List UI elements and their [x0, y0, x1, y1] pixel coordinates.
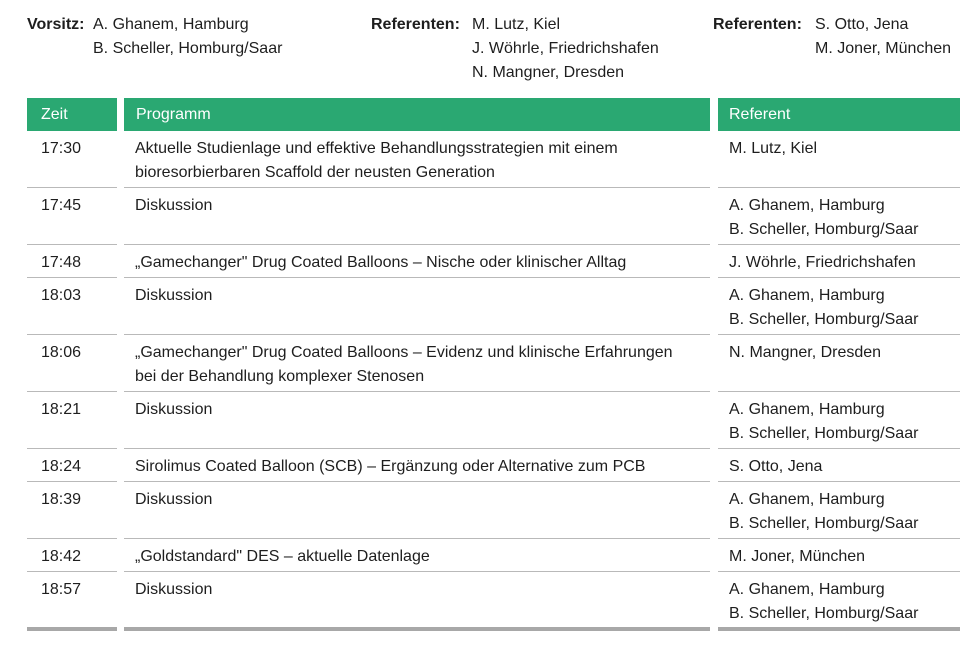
- referent-line: A. Ghanem, Hamburg: [729, 197, 885, 214]
- programm-line: Diskussion: [135, 287, 213, 304]
- referent-cell: [729, 578, 959, 626]
- referent-line: J. Wöhrle, Friedrichshafen: [729, 254, 916, 271]
- referent-name: M. Joner, München: [815, 40, 952, 57]
- programm-cell: [135, 251, 705, 275]
- table-row: [0, 482, 979, 539]
- table-row: [0, 392, 979, 449]
- referent-line: S. Otto, Jena: [729, 458, 823, 475]
- table-bottom-rule: [27, 627, 117, 631]
- referent-cell: [729, 455, 959, 479]
- referent-cell: [729, 398, 959, 446]
- referent-line: A. Ghanem, Hamburg: [729, 491, 885, 508]
- schedule-table-body: [0, 131, 979, 629]
- referent-line: M. Joner, München: [729, 548, 866, 565]
- referent-cell: [729, 545, 959, 569]
- referent-line: B. Scheller, Homburg/Saar: [729, 425, 919, 442]
- programm-cell: [135, 284, 705, 308]
- referent-cell: [729, 194, 959, 242]
- time-cell: 18:03: [41, 287, 82, 304]
- programm-cell: [135, 137, 705, 185]
- vorsitz-name: B. Scheller, Homburg/Saar: [93, 40, 283, 57]
- time-cell: 18:57: [41, 581, 82, 598]
- time-cell: 18:21: [41, 401, 82, 418]
- time-cell: 17:48: [41, 254, 82, 271]
- referent-cell: [729, 251, 959, 275]
- referent-cell: [729, 284, 959, 332]
- programm-line: Sirolimus Coated Balloon (SCB) – Ergänzung oder Alternative zum PCB: [135, 458, 646, 475]
- referenten-label: Referenten:: [713, 16, 802, 33]
- programm-line: bioresorbierbaren Scaffold der neusten Generation: [135, 164, 495, 181]
- time-cell: 18:06: [41, 344, 82, 361]
- column-header-programm: Programm: [124, 98, 710, 131]
- referent-name: J. Wöhrle, Friedrichshafen: [472, 40, 659, 57]
- referent-line: N. Mangner, Dresden: [729, 344, 882, 361]
- table-row: [0, 449, 979, 482]
- programm-cell: [135, 398, 705, 422]
- programm-line: Diskussion: [135, 491, 213, 508]
- table-row: [0, 539, 979, 572]
- programm-cell: [135, 488, 705, 512]
- referent-line: A. Ghanem, Hamburg: [729, 401, 885, 418]
- time-cell: 18:42: [41, 548, 82, 565]
- table-row: [0, 278, 979, 335]
- referent-line: A. Ghanem, Hamburg: [729, 287, 885, 304]
- programm-line: „Gamechanger" Drug Coated Balloons – Evidenz und klinische Erfahrungen: [135, 344, 673, 361]
- programm-line: Diskussion: [135, 581, 213, 598]
- referent-line: A. Ghanem, Hamburg: [729, 581, 885, 598]
- vorsitz-label: Vorsitz:: [27, 16, 85, 33]
- table-row: [0, 131, 979, 188]
- time-cell: 18:24: [41, 458, 82, 475]
- referenten-label: Referenten:: [371, 16, 460, 33]
- referent-cell: [729, 137, 959, 161]
- programm-cell: [135, 455, 705, 479]
- programm-cell: [135, 341, 705, 389]
- referenten-names: [815, 13, 951, 61]
- referent-cell: [729, 341, 959, 365]
- referenten-block-1: [371, 13, 659, 85]
- table-row: [0, 335, 979, 392]
- vorsitz-name: A. Ghanem, Hamburg: [93, 16, 249, 33]
- column-header-referent: Referent: [718, 98, 960, 131]
- vorsitz-block: [27, 13, 282, 61]
- programm-cell: [135, 194, 705, 218]
- programm-line: „Gamechanger" Drug Coated Balloons – Nische oder klinischer Alltag: [135, 254, 627, 271]
- programm-line: Diskussion: [135, 401, 213, 418]
- referent-line: B. Scheller, Homburg/Saar: [729, 221, 919, 238]
- programm-line: „Goldstandard" DES – aktuelle Datenlage: [135, 548, 430, 565]
- referenten-block-2: [713, 13, 951, 61]
- programm-line: bei der Behandlung komplexer Stenosen: [135, 368, 425, 385]
- programm-line: Diskussion: [135, 197, 213, 214]
- programm-cell: [135, 578, 705, 602]
- time-cell: 18:39: [41, 491, 82, 508]
- referent-line: B. Scheller, Homburg/Saar: [729, 605, 919, 622]
- referent-line: B. Scheller, Homburg/Saar: [729, 515, 919, 532]
- referenten-names: [472, 13, 659, 85]
- referent-line: M. Lutz, Kiel: [729, 140, 818, 157]
- time-cell: 17:45: [41, 197, 82, 214]
- table-bottom-rule: [718, 627, 960, 631]
- programm-cell: [135, 545, 705, 569]
- programm-line: Aktuelle Studienlage und effektive Behandlungsstrategien mit einem: [135, 140, 618, 157]
- vorsitz-names: [93, 13, 282, 61]
- table-row: [0, 572, 979, 629]
- time-cell: 17:30: [41, 140, 82, 157]
- referent-cell: [729, 488, 959, 536]
- table-bottom-rule: [124, 627, 710, 631]
- referent-name: M. Lutz, Kiel: [472, 16, 561, 33]
- referent-name: N. Mangner, Dresden: [472, 64, 625, 81]
- column-header-zeit: Zeit: [27, 98, 117, 131]
- referent-line: B. Scheller, Homburg/Saar: [729, 311, 919, 328]
- table-row: [0, 245, 979, 278]
- referent-name: S. Otto, Jena: [815, 16, 909, 33]
- table-row: [0, 188, 979, 245]
